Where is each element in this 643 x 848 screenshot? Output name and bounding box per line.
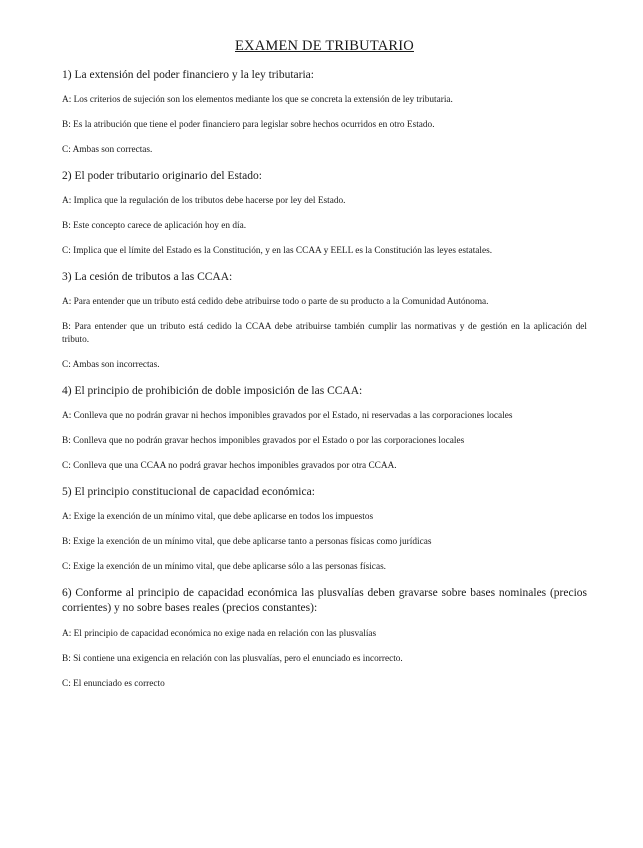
option-b: B: Para entender que un tributo está cedido la CCAA debe atribuirse también cumplir las normativas y de gestión en la aplicación del tributo.: [62, 322, 587, 345]
question-2: [62, 169, 587, 258]
question-5: [62, 485, 587, 574]
option-c: C: El enunciado es correcto: [62, 679, 165, 689]
question-4: [62, 384, 587, 473]
question-text: 5) El principio constitucional de capacidad económica:: [62, 486, 315, 498]
question-6: [62, 586, 587, 691]
question-text: 4) El principio de prohibición de doble imposición de las CCAA:: [62, 385, 363, 397]
question-3: [62, 270, 587, 372]
option-c: C: Ambas son correctas.: [62, 145, 153, 155]
option-a: A: Exige la exención de un mínimo vital, que debe aplicarse en todos los impuestos: [62, 512, 374, 522]
option-a: A: Los criterios de sujeción son los elementos mediante los que se concreta la extensión de ley tributaria.: [62, 95, 453, 105]
page-title: EXAMEN DE TRIBUTARIO: [235, 38, 414, 54]
option-c: C: Implica que el límite del Estado es la Constitución, y en las CCAA y EELL es la Constitución las leyes estatales.: [62, 246, 493, 256]
option-b: B: Exige la exención de un mínimo vital, que debe aplicarse tanto a personas físicas como jurídicas: [62, 537, 432, 547]
option-a: A: Para entender que un tributo está cedido debe atribuirse todo o parte de su producto a la Comunidad Autónoma.: [62, 297, 489, 307]
option-a: A: Conlleva que no podrán gravar ni hechos imponibles gravados por el Estado, ni reservadas a las corporaciones locales: [62, 411, 513, 421]
question-text: 6) Conforme al principio de capacidad económica las plusvalías deben gravarse sobre bases nominales (precios corrientes) y no sobre bases reales (precios constantes):: [62, 587, 587, 614]
option-b: B: Si contiene una exigencia en relación con las plusvalías, pero el enunciado es incorrecto.: [62, 654, 403, 664]
question-text: 1) La extensión del poder financiero y la ley tributaria:: [62, 69, 314, 81]
option-c: C: Exige la exención de un mínimo vital, que debe aplicarse sólo a las personas físicas.: [62, 562, 387, 572]
question-1: [62, 68, 587, 157]
question-text: 2) El poder tributario originario del Estado:: [62, 170, 262, 182]
option-a: A: El principio de capacidad económica no exige nada en relación con las plusvalías: [62, 629, 377, 639]
question-text: 3) La cesión de tributos a las CCAA:: [62, 271, 233, 283]
option-b: B: Es la atribución que tiene el poder financiero para legislar sobre hechos ocurridos en otro Estado.: [62, 120, 435, 130]
option-c: C: Conlleva que una CCAA no podrá gravar hechos imponibles gravados por otra CCAA.: [62, 461, 397, 471]
option-b: B: Conlleva que no podrán gravar hechos imponibles gravados por el Estado o por las corporaciones locales: [62, 436, 465, 446]
option-a: A: Implica que la regulación de los tributos debe hacerse por ley del Estado.: [62, 196, 346, 206]
option-b: B: Este concepto carece de aplicación hoy en día.: [62, 221, 247, 231]
option-c: C: Ambas son incorrectas.: [62, 360, 160, 370]
